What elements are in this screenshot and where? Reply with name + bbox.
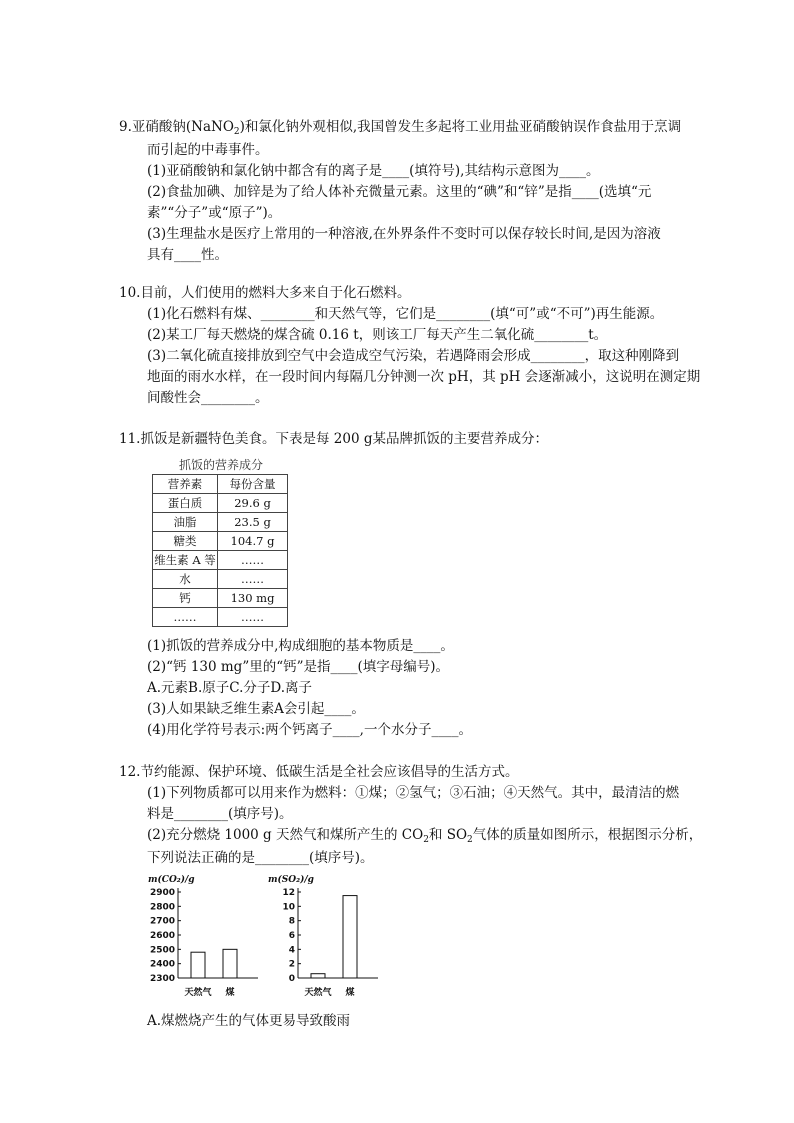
chart-2-category-label: 天然气 bbox=[304, 988, 332, 998]
table-cell: 维生素 A 等 bbox=[153, 551, 218, 570]
q9-sub3: (3)生理盐水是医疗上常用的一种溶液,在外界条件不变时可以保存较长时间,是因为溶液 bbox=[147, 226, 661, 242]
chart-1-bar bbox=[191, 952, 205, 978]
chart-1-ytick-label: 2400 bbox=[149, 959, 175, 970]
q9-sub2: (2)食盐加碘、加锌是为了给人体补充微量元素。这里的“碘”和“锌”是指____(选填“元 bbox=[147, 184, 652, 200]
table-cell: 104.7 g bbox=[218, 532, 288, 551]
q12-sub2-b: 和 SO bbox=[428, 827, 468, 843]
table-header-cell: 营养素 bbox=[153, 475, 218, 494]
table-row bbox=[153, 551, 288, 570]
chart-1-ytick-label: 2500 bbox=[149, 945, 175, 956]
chart-2-ytick-label: 12 bbox=[282, 888, 295, 898]
q12-sub1: (1)下列物质都可以用来作为燃料：①煤；②氢气；③石油；④天然气。其中，最清洁的燃 bbox=[147, 785, 680, 801]
table-cell: 29.6 g bbox=[218, 494, 288, 513]
question-10 bbox=[119, 283, 704, 409]
chart-1-category-label: 天然气 bbox=[184, 988, 212, 998]
nutrition-table bbox=[152, 474, 288, 627]
chart-2-ytick-label: 10 bbox=[282, 902, 295, 913]
q9-sub3-cont: 具有____性。 bbox=[147, 247, 228, 263]
q12-option-a: A.煤燃烧产生的气体更易导致酸雨 bbox=[147, 1013, 351, 1029]
q9-stem-cont: 而引起的中毒事件。 bbox=[147, 142, 269, 158]
table-cell: 糖类 bbox=[153, 532, 218, 551]
table-cell: …… bbox=[218, 608, 288, 627]
table-cell: …… bbox=[153, 608, 218, 627]
table-header-cell: 每份含量 bbox=[218, 475, 288, 494]
table-row bbox=[153, 570, 288, 589]
nutrition-table-title: 抓饭的营养成分 bbox=[178, 458, 263, 472]
q11-sub4: (4)用化学符号表示:两个钙离子____,一个水分子____。 bbox=[147, 722, 472, 738]
table-cell: 蛋白质 bbox=[153, 494, 218, 513]
chart-2-ylabel: m(SO₂)/g bbox=[268, 875, 314, 885]
question-11-parts bbox=[119, 636, 704, 741]
table-row bbox=[153, 532, 288, 551]
q12-sub2-a: (2)充分燃烧 1000 g 天然气和煤所产生的 CO bbox=[147, 827, 424, 843]
chart-2-bar bbox=[343, 896, 357, 978]
chart-2-ytick-label: 0 bbox=[288, 974, 295, 984]
table-row bbox=[153, 494, 288, 513]
table-row bbox=[153, 608, 288, 627]
table-cell: 130 mg bbox=[218, 589, 288, 608]
q11-sub3: (3)人如果缺乏维生素A会引起____。 bbox=[147, 701, 365, 717]
q12-sub1-cont: 料是________(填序号)。 bbox=[147, 806, 293, 822]
chart-1-ytick-label: 2300 bbox=[149, 974, 175, 984]
q11-stem: 11.抓饭是新疆特色美食。下表是每 200 g某品牌抓饭的主要营养成分： bbox=[119, 431, 548, 447]
table-header-row bbox=[153, 475, 288, 494]
q10-sub3-cont2: 间酸性会________。 bbox=[147, 390, 269, 406]
chart-2-ytick-label: 4 bbox=[288, 945, 295, 956]
question-12-option-a bbox=[119, 1011, 704, 1032]
nutrition-table-block bbox=[152, 456, 290, 627]
table-cell: 水 bbox=[153, 570, 218, 589]
table-row bbox=[153, 513, 288, 532]
chart-1-bar bbox=[223, 949, 237, 978]
q9-stem-sub: 2 bbox=[233, 127, 240, 137]
chart-1-category-label: 煤 bbox=[225, 988, 235, 998]
q12-sub2-c: 气体的质量如图所示，根据图示分析， bbox=[472, 827, 703, 843]
chart-1-ytick-label: 2900 bbox=[149, 888, 175, 898]
emission-charts bbox=[145, 870, 395, 1000]
q9-stem-a: 9.亚硝酸钠(NaNO bbox=[119, 119, 234, 135]
question-11 bbox=[119, 429, 704, 450]
q11-sub1: (1)抓饭的营养成分中,构成细胞的基本物质是____。 bbox=[147, 638, 454, 654]
table-row bbox=[153, 589, 288, 608]
table-cell: 23.5 g bbox=[218, 513, 288, 532]
chart-2-ytick-label: 8 bbox=[288, 916, 295, 927]
q12-sub2-cont: 下列说法正确的是________(填序号)。 bbox=[147, 850, 374, 866]
chart-1-ytick-label: 2600 bbox=[149, 931, 175, 941]
q9-stem-b: )和氯化钠外观相似,我国曾发生多起将工业用盐亚硝酸钠误作食盐用于烹调 bbox=[239, 119, 682, 135]
chart-2-bar bbox=[311, 974, 325, 978]
q10-sub3: (3)二氧化硫直接排放到空气中会造成空气污染，若遇降雨会形成________，取这种刚降到 bbox=[147, 348, 680, 364]
chart-2-ytick-label: 2 bbox=[288, 959, 295, 970]
emission-charts-svg bbox=[145, 870, 395, 1000]
q10-stem: 10.目前，人们使用的燃料大多来自于化石燃料。 bbox=[119, 285, 411, 301]
table-cell: 油脂 bbox=[153, 513, 218, 532]
chart-1-ytick-label: 2700 bbox=[149, 916, 175, 927]
q12-stem: 12.节约能源、保护环境、低碳生活是全社会应该倡导的生活方式。 bbox=[119, 764, 519, 780]
question-12 bbox=[119, 762, 704, 869]
q9-stem bbox=[119, 117, 704, 140]
chart-1-ylabel: m(CO₂)/g bbox=[148, 875, 195, 885]
table-cell: …… bbox=[218, 551, 288, 570]
q12-sub2 bbox=[119, 825, 704, 848]
q12-sub2-sub1: 2 bbox=[423, 835, 429, 845]
chart-1-ytick-label: 2800 bbox=[149, 902, 175, 913]
q11-sub2: (2)“钙 130 mg”里的“钙”是指____(填字母编号)。 bbox=[147, 659, 450, 675]
q10-sub2: (2)某工厂每天燃烧的煤含硫 0.16 t，则该工厂每天产生二氧化硫________t。 bbox=[147, 327, 608, 343]
chart-2-ytick-label: 6 bbox=[288, 931, 295, 941]
question-9 bbox=[119, 117, 704, 266]
table-cell: 钙 bbox=[153, 589, 218, 608]
q10-sub1: (1)化石燃料有煤、________和天然气等，它们是________(填“可”或“不可”)再生能源。 bbox=[147, 306, 664, 322]
q12-sub2-sub2: 2 bbox=[467, 835, 473, 845]
table-cell: …… bbox=[218, 570, 288, 589]
q10-sub3-cont1: 地面的雨水水样，在一段时间内每隔几分钟测一次 pH，其 pH 会逐渐减小，这说明在测定期 bbox=[147, 369, 701, 385]
q9-sub2-cont: 素”“分子”或“原子”)。 bbox=[147, 205, 282, 221]
chart-2-category-label: 煤 bbox=[345, 988, 355, 998]
q11-options: A.元素B.原子C.分子D.离子 bbox=[147, 680, 313, 696]
q9-sub1: (1)亚硝酸钠和氯化钠中都含有的离子是____(填符号),其结构示意图为____。 bbox=[147, 163, 600, 179]
